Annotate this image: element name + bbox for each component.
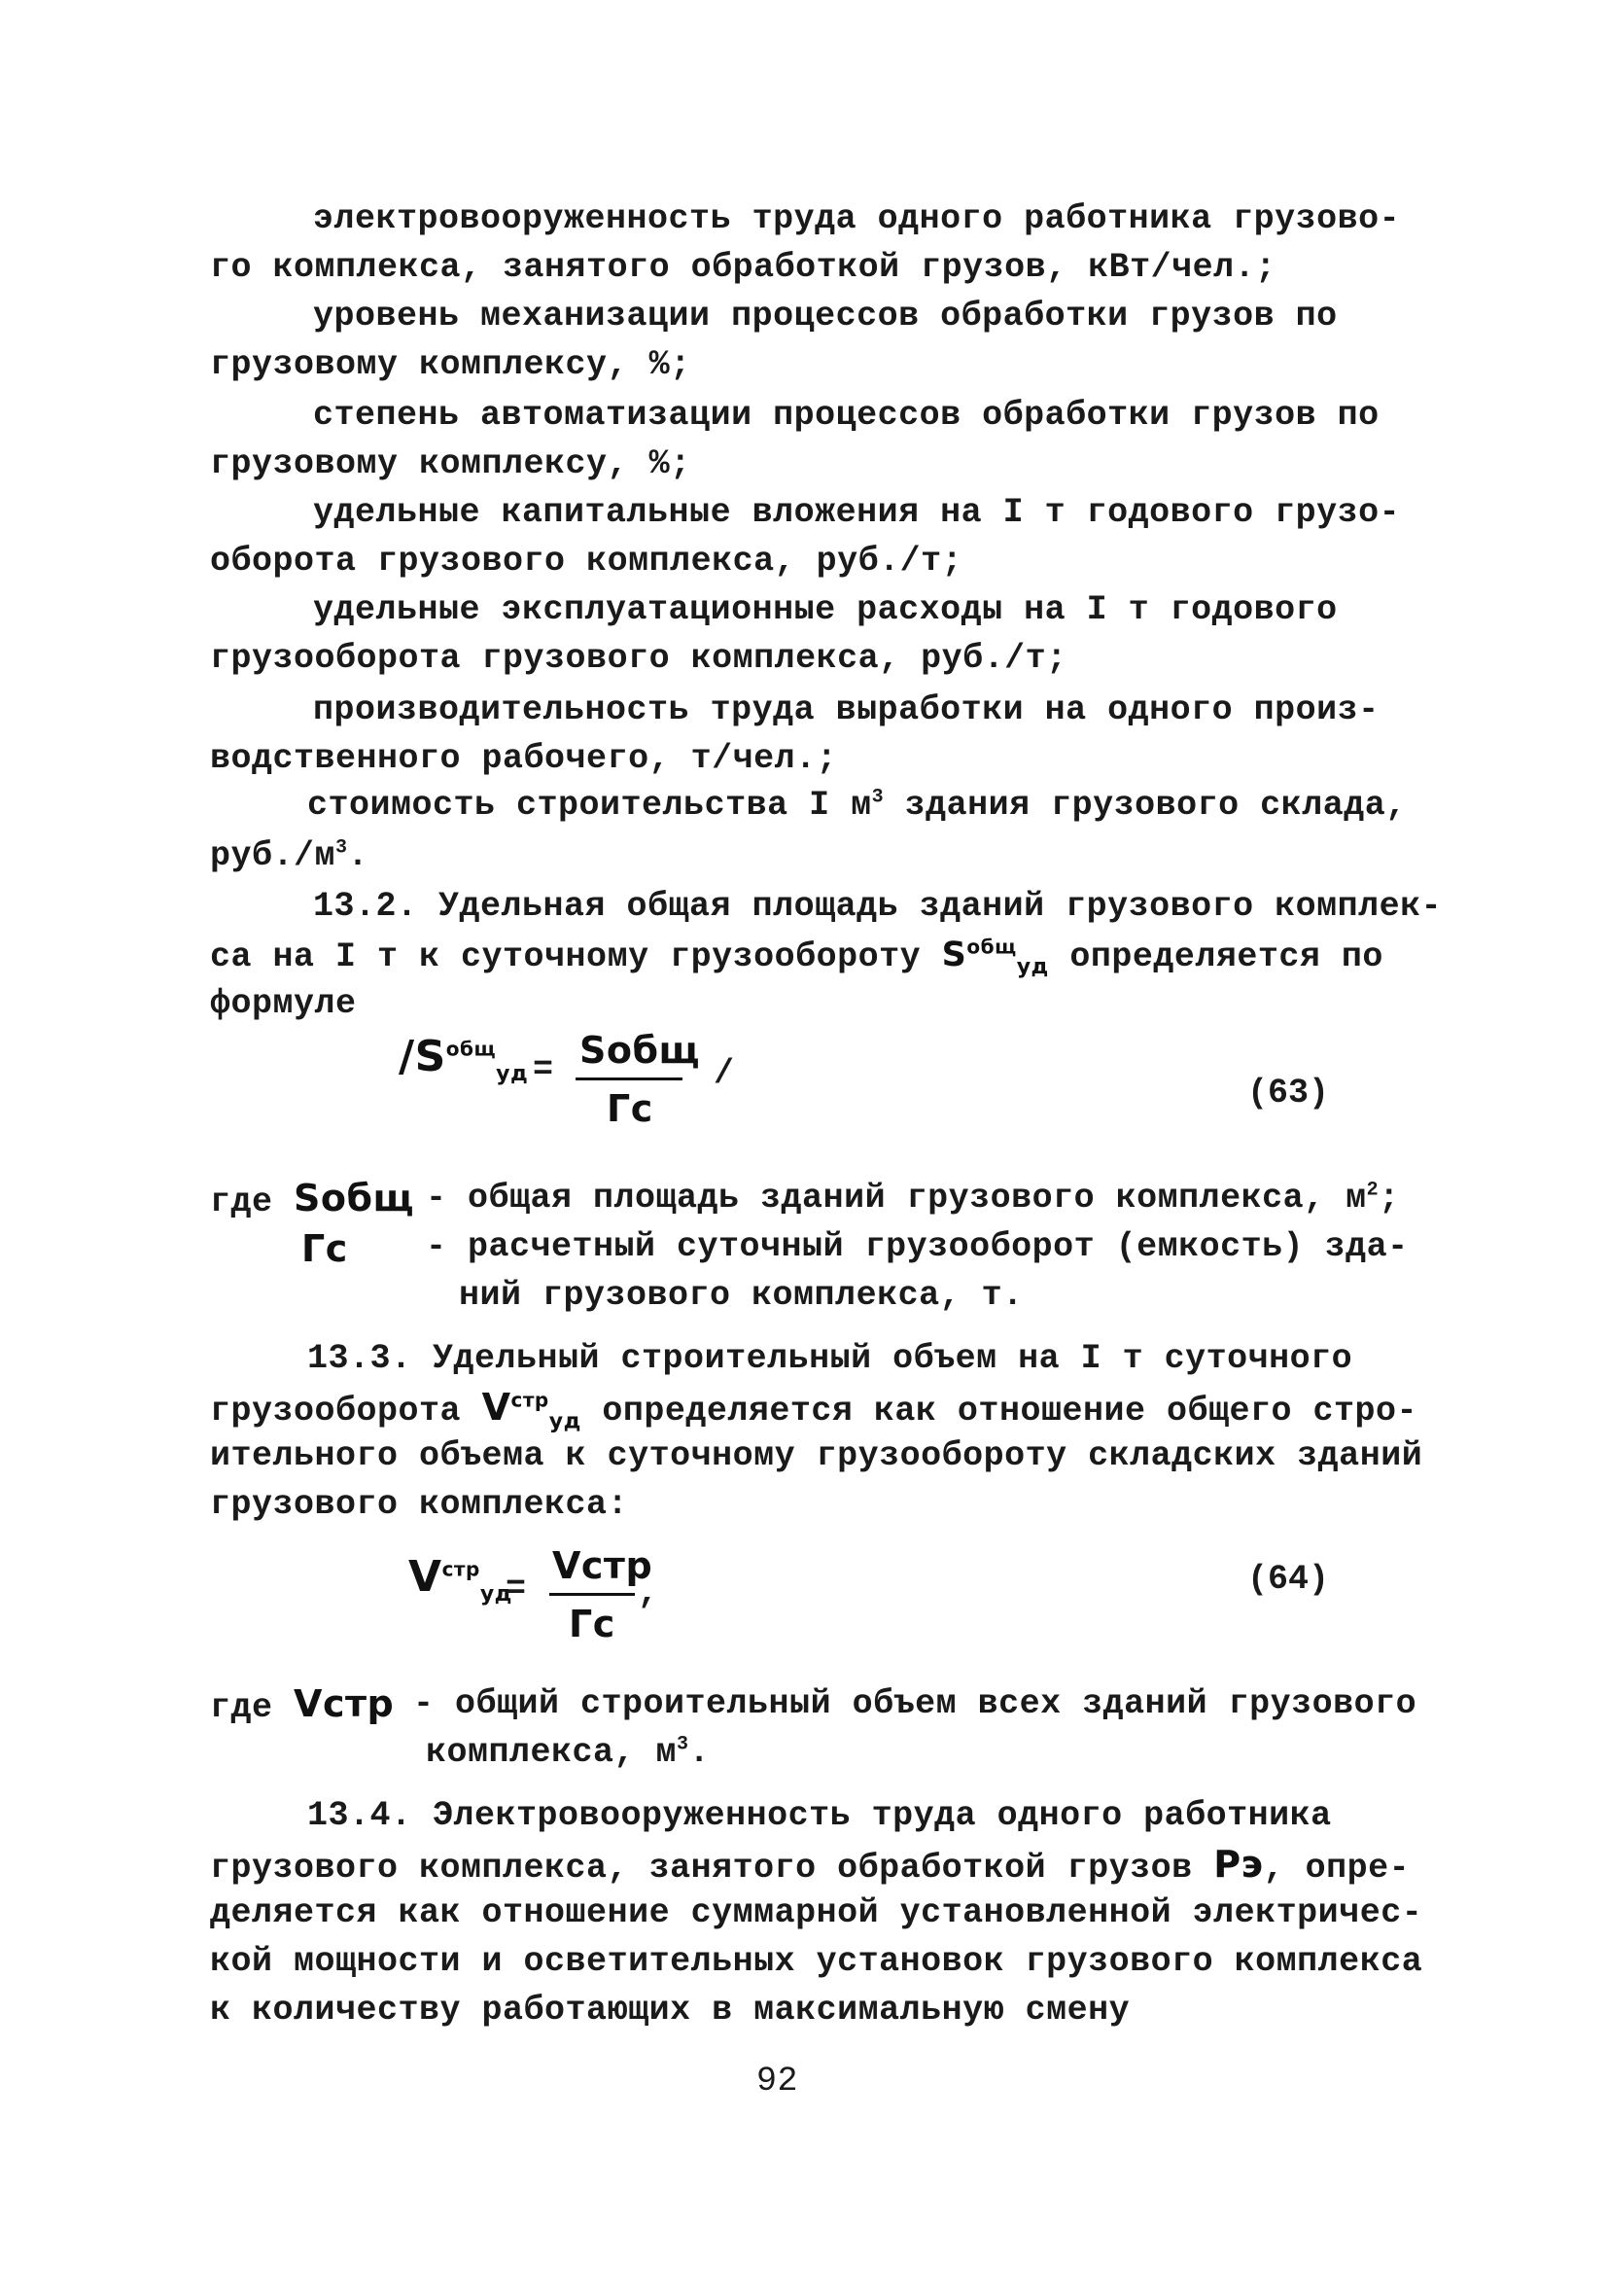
text-line: 13.4. Электровооруженность труда одного работника xyxy=(307,1796,1332,1835)
text-line: грузового комплекса: xyxy=(210,1485,629,1524)
formula-equals: = xyxy=(533,1050,554,1089)
text-line: оборота грузового комплекса, руб./т; xyxy=(210,542,963,581)
equation-number: (64) xyxy=(1247,1560,1330,1599)
text-line: удельные эксплуатационные расходы на I т годового xyxy=(313,590,1338,629)
text-line: кой мощности и осветительных установок грузового комплекса xyxy=(210,1942,1423,1981)
text-line: удельные капитальные вложения на I т годового грузо- xyxy=(313,493,1401,532)
text-line: к количеству работающих в максимальную смену xyxy=(210,1991,1131,2030)
text-line: формуле xyxy=(210,984,357,1023)
text-line: производительность труда выработки на одного произ- xyxy=(313,690,1380,729)
fraction-bar xyxy=(576,1077,682,1080)
formula-lhs: $/S^{общ}_{уд}$ xyxy=(399,1032,529,1086)
symbol-v-str: Vстр xyxy=(294,1682,395,1725)
text-line: ний грузового комплекса, т. xyxy=(459,1276,1024,1315)
text-line: грузовому комплексу, %; xyxy=(210,345,691,384)
text-line: $руб./м^3$. xyxy=(210,836,369,875)
text-line: где Sобщ xyxy=(210,1177,415,1221)
text-line: - расчетный суточный грузооборот (емкость) зда- xyxy=(426,1227,1409,1266)
page-number: 92 xyxy=(756,2062,799,2101)
text-line: грузооборота грузового комплекса, руб./т; xyxy=(210,639,1067,678)
text-line: уровень механизации процессов обработки грузов по xyxy=(313,297,1338,336)
equation-number: (63) xyxy=(1247,1074,1330,1113)
text-line: степень автоматизации процессов обработки грузов по xyxy=(313,396,1380,435)
symbol-v-ud: $V^{стр}_{уд}$ xyxy=(481,1386,581,1434)
formula-denominator: Гс xyxy=(569,1603,615,1645)
symbol-pe: Рэ xyxy=(1213,1843,1264,1886)
text-line: - общий строительный объем всех зданий грузового xyxy=(413,1684,1417,1723)
symbol-gc: Гс xyxy=(301,1227,348,1270)
text-line: го комплекса, занятого обработкой грузов, кВт/чел.; xyxy=(210,248,1276,287)
formula-comma: , xyxy=(638,1573,659,1612)
text-line: грузооборота $V^{стр}_{уд}$ определяется как отношение общего стро- xyxy=(210,1386,1418,1434)
text-line: электровооруженность труда одного работника грузово- xyxy=(313,199,1401,238)
formula-tick: / xyxy=(714,1054,735,1093)
formula-equals: = xyxy=(506,1570,527,1608)
text-line: - общая площадь зданий грузового комплекса, $м^2$; xyxy=(426,1179,1400,1218)
formula-numerator: Vстр xyxy=(552,1544,653,1587)
text-line: водственного рабочего, т/чел.; xyxy=(210,739,838,778)
text-line: где Vстр xyxy=(210,1682,395,1727)
formula-lhs: $V^{стр}_{уд}$ xyxy=(408,1552,512,1607)
text-line: 13.3. Удельный строительный объем на I т суточного xyxy=(307,1339,1353,1378)
text-line: грузового комплекса, занятого обработкой грузов Рэ, опре- xyxy=(210,1843,1411,1888)
symbol-s-obsh: Sобщ xyxy=(294,1177,415,1219)
fraction-bar xyxy=(549,1593,635,1596)
text-line: ительного объема к суточному грузообороту складских зданий xyxy=(210,1436,1423,1475)
formula-denominator: Гс xyxy=(607,1087,653,1130)
text-line: са на I т к суточному грузообороту $S^{общ}_{уд}$ определяется по xyxy=(210,935,1383,979)
text-line: комплекса, $м^3$. xyxy=(426,1733,711,1772)
text-line: 13.2. Удельная общая площадь зданий грузового комплек- xyxy=(313,887,1443,926)
symbol-s-ud: $S^{общ}_{уд}$ xyxy=(941,935,1049,979)
formula-numerator: Sобщ xyxy=(579,1029,701,1072)
text-line: стоимость строительства I $м^3$ здания грузового склада, xyxy=(307,786,1407,825)
text-line: деляется как отношение суммарной установленной электричес- xyxy=(210,1893,1423,1932)
text-line: грузовому комплексу, %; xyxy=(210,444,691,483)
